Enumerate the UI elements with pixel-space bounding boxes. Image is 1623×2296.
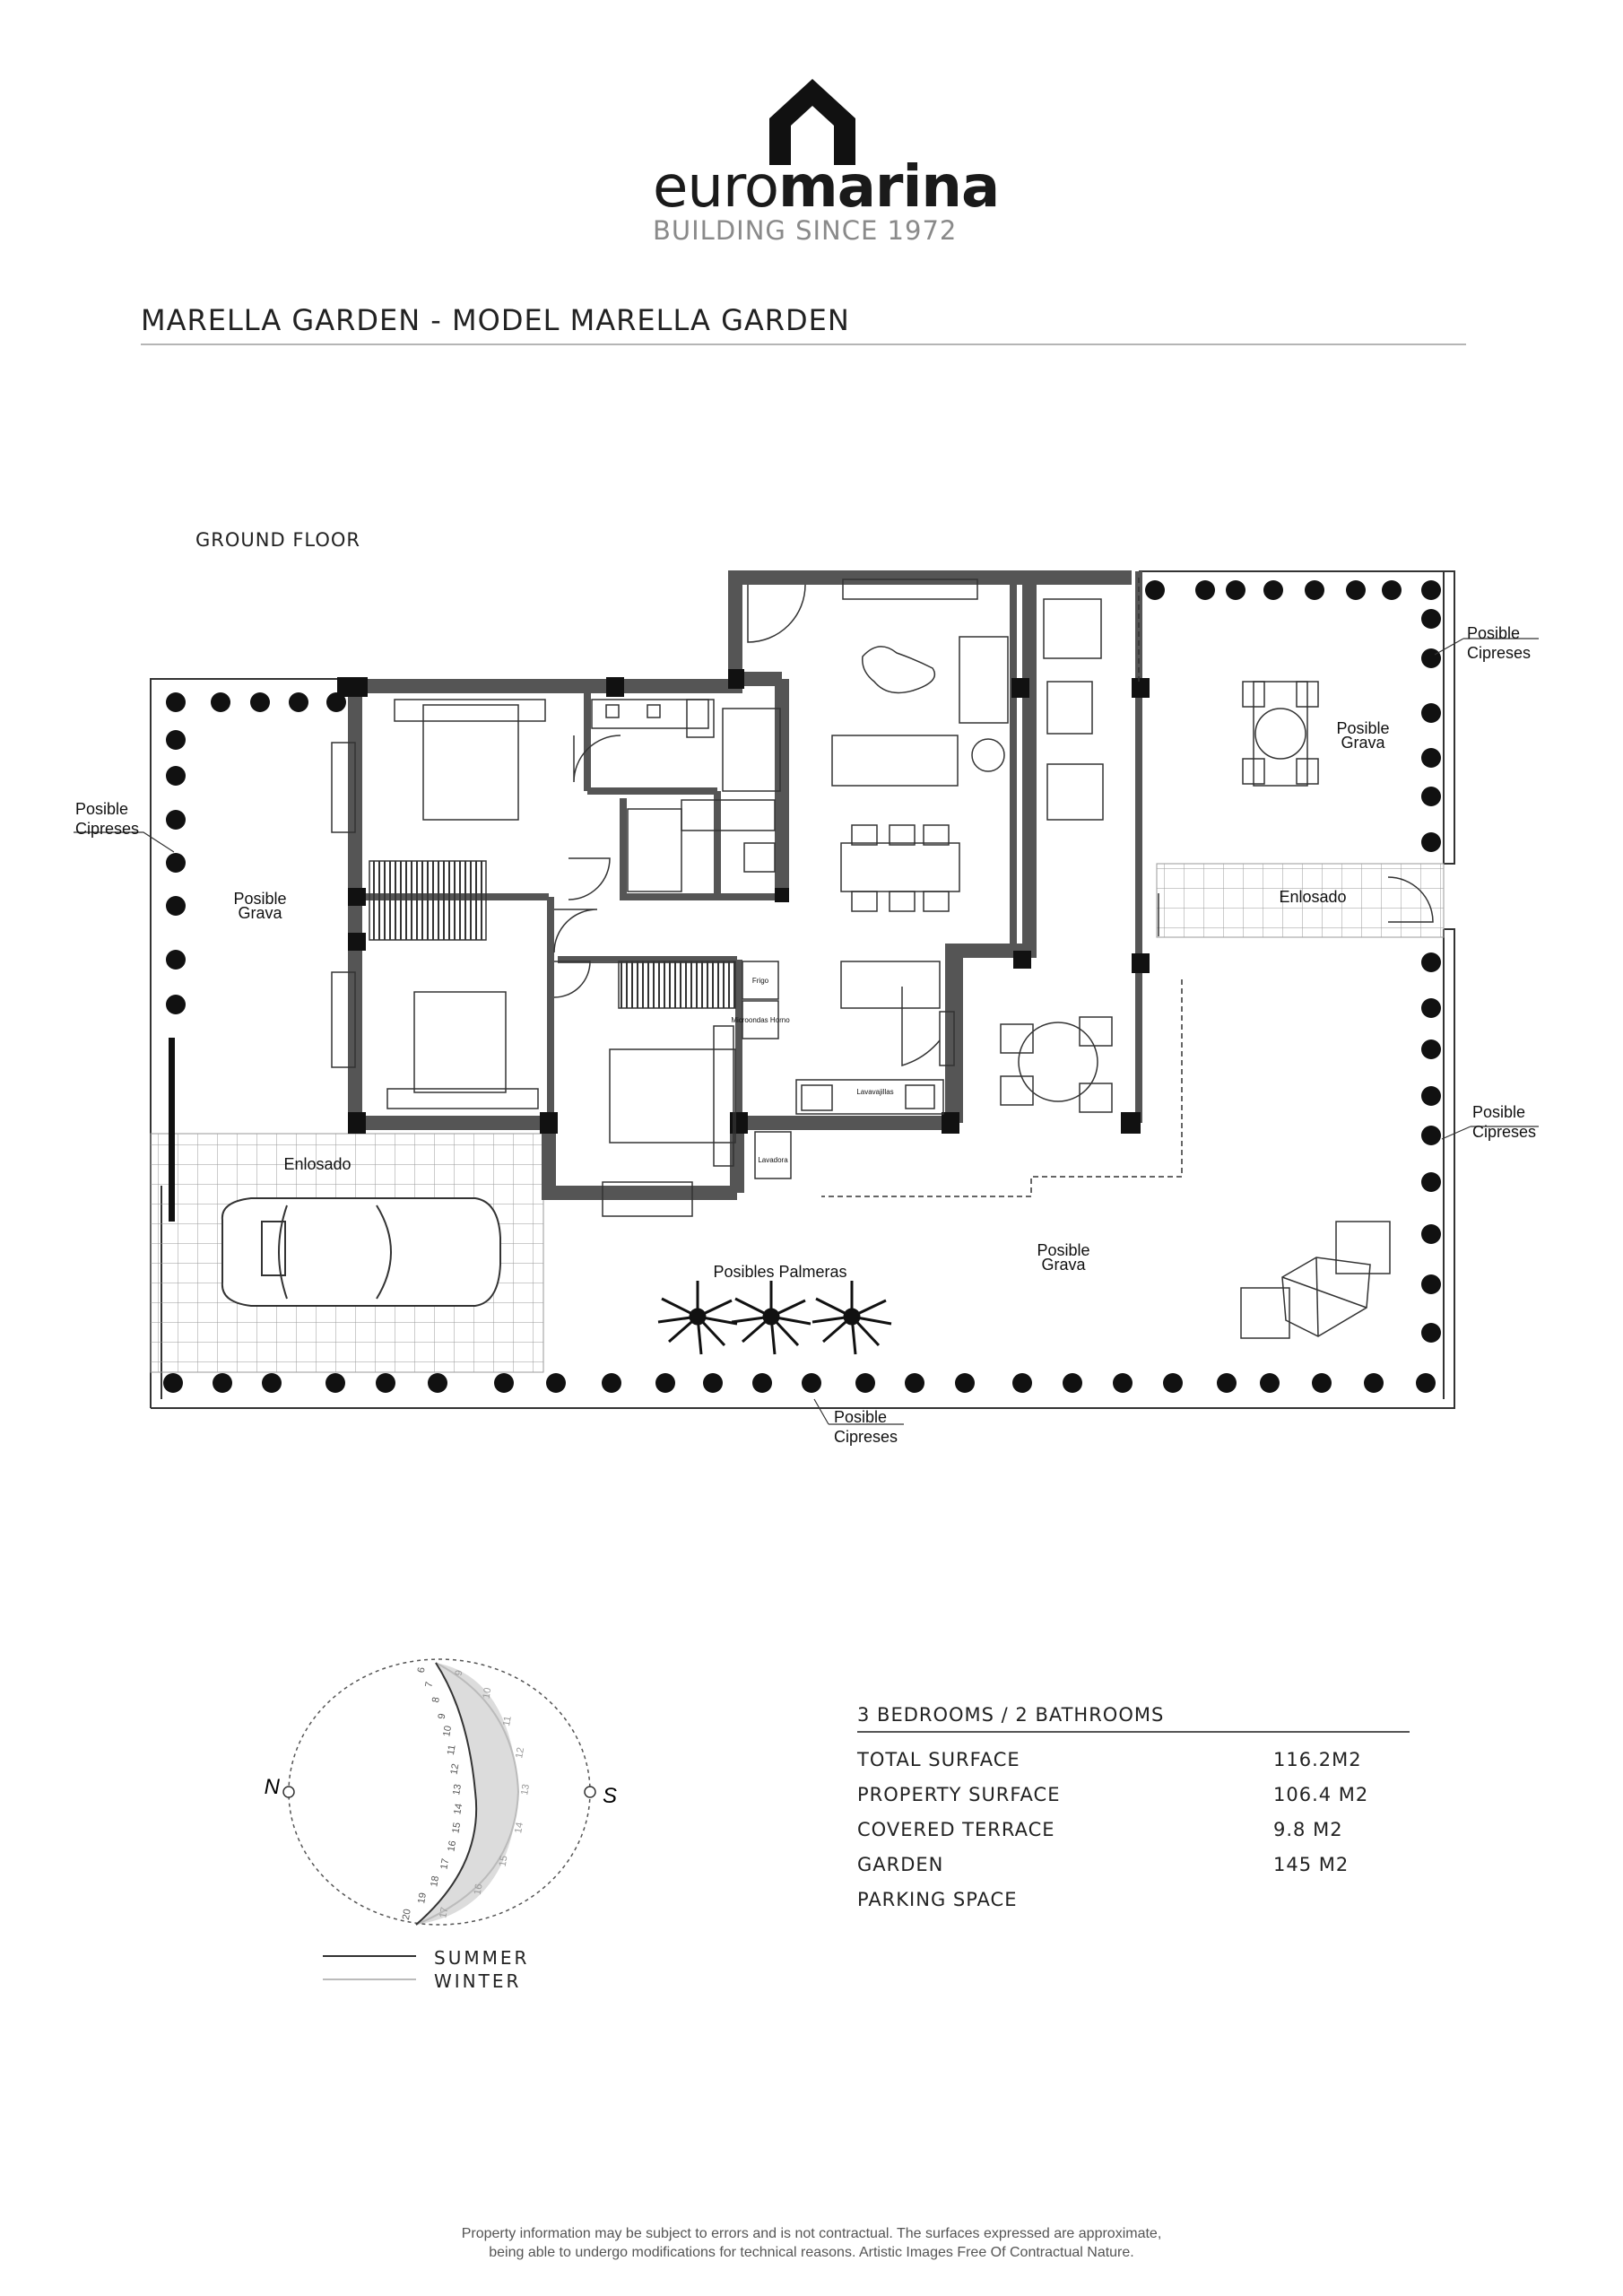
car [222,1198,500,1306]
hour-label: 15 [497,1854,510,1868]
hour-label: 17 [438,1857,452,1871]
hour-label: 11 [500,1715,514,1727]
fence-bar [169,1038,175,1222]
label-grava-top-right-2: Grava [1341,734,1385,752]
south-marker [585,1787,595,1797]
label-cipreses-right-2: Cipreses [1472,1123,1537,1141]
label-palmeras: Posibles Palmeras [713,1263,847,1281]
spec-label: TOTAL SURFACE [857,1749,1020,1770]
label-cipreses-top-right-1: Posible [1467,624,1521,642]
label-grava-top-right-1: Posible [1336,719,1390,737]
hour-label: 14 [452,1802,465,1816]
hour-label: 13 [519,1783,533,1796]
label-grava-bottom-2: Grava [1041,1256,1086,1274]
hour-label: 17 [438,1906,451,1919]
label-dishwasher: Lavavajillas [856,1088,894,1096]
spec-label: PARKING SPACE [857,1889,1018,1910]
page-title: MARELLA GARDEN - MODEL MARELLA GARDEN [141,303,850,337]
living-room-furniture [832,579,1112,1112]
label-enlosado-right: Enlosado [1279,888,1347,906]
label-enlosado-left: Enlosado [283,1155,352,1173]
label-fridge: Frigo [751,977,769,985]
legend-summer-line [323,1955,416,1957]
hour-label: 20 [400,1908,413,1921]
label-cipreses-left-1: Posible [75,800,129,818]
label-cipreses-bottom-2: Cipreses [834,1428,898,1446]
label-grava-left-1: Posible [233,890,287,908]
palm-trees [658,1281,891,1354]
hour-label: 19 [416,1892,430,1905]
hour-label: 12 [514,1746,527,1760]
brand-name-light: euro [653,154,778,221]
hour-label: 12 [448,1762,462,1776]
hour-label: 7 [423,1681,436,1689]
hour-label: 16 [472,1883,485,1896]
specs-heading: 3 BEDROOMS / 2 BATHROOMS [857,1704,1165,1726]
brand-name-bold: marina [778,154,1000,221]
legend-summer: SUMMER [434,1947,530,1969]
spec-label: PROPERTY SURFACE [857,1784,1061,1805]
label-washer: Lavadora [758,1156,788,1164]
hour-label: 16 [446,1839,459,1853]
hour-label: 8 [430,1696,442,1704]
legend-winter: WINTER [434,1970,522,1992]
label-cipreses-bottom-1: Posible [834,1408,888,1426]
spec-value: 106.4 M2 [1273,1784,1369,1805]
footer-disclaimer [0,2224,1623,2262]
hour-label: 6 [415,1666,428,1674]
floor-label: GROUND FLOOR [195,529,360,551]
spec-value: 145 M2 [1273,1854,1350,1875]
label-cipreses-top-right-2: Cipreses [1467,644,1532,662]
spec-value: 116.2M2 [1273,1749,1362,1770]
specs-divider [857,1731,1410,1733]
hour-label: 15 [450,1821,464,1835]
label-grava-bottom-1: Posible [1037,1241,1090,1259]
spec-label: GARDEN [857,1854,944,1875]
label-oven: Microondas Horno [731,1016,790,1024]
staircase [619,961,735,1008]
footer-line: being able to undergo modifications for technical reasons. Artistic Images Free Of Contractual Nature. [489,2245,1134,2260]
outdoor-furniture [1241,682,1390,1338]
hour-label: 9 [453,1669,465,1677]
legend-winter-line [323,1979,416,1980]
staircase [369,861,486,940]
hour-label: 10 [441,1725,455,1738]
sun-path-diagram [260,1641,619,1937]
spec-value: 9.8 M2 [1273,1819,1343,1840]
kitchen-fixtures [742,961,954,1178]
south-label: S [603,1784,618,1808]
hour-label: 10 [481,1686,494,1700]
hour-label: 18 [429,1874,442,1888]
north-label: N [264,1775,280,1799]
hour-label: 14 [513,1821,526,1835]
label-cipreses-right-1: Posible [1472,1103,1526,1121]
label-cipreses-left-2: Cipreses [75,820,140,838]
label-grava-left-2: Grava [238,904,282,922]
hour-label: 11 [445,1744,458,1756]
hour-label: 13 [451,1783,464,1796]
brand-tagline: BUILDING SINCE 1972 [653,215,958,246]
footer-line: Property information may be subject to errors and is not contractual. The surfaces expressed are approximate, [461,2226,1162,2241]
spec-label: COVERED TERRACE [857,1819,1055,1840]
north-marker [283,1787,294,1797]
hour-label: 9 [436,1712,448,1720]
